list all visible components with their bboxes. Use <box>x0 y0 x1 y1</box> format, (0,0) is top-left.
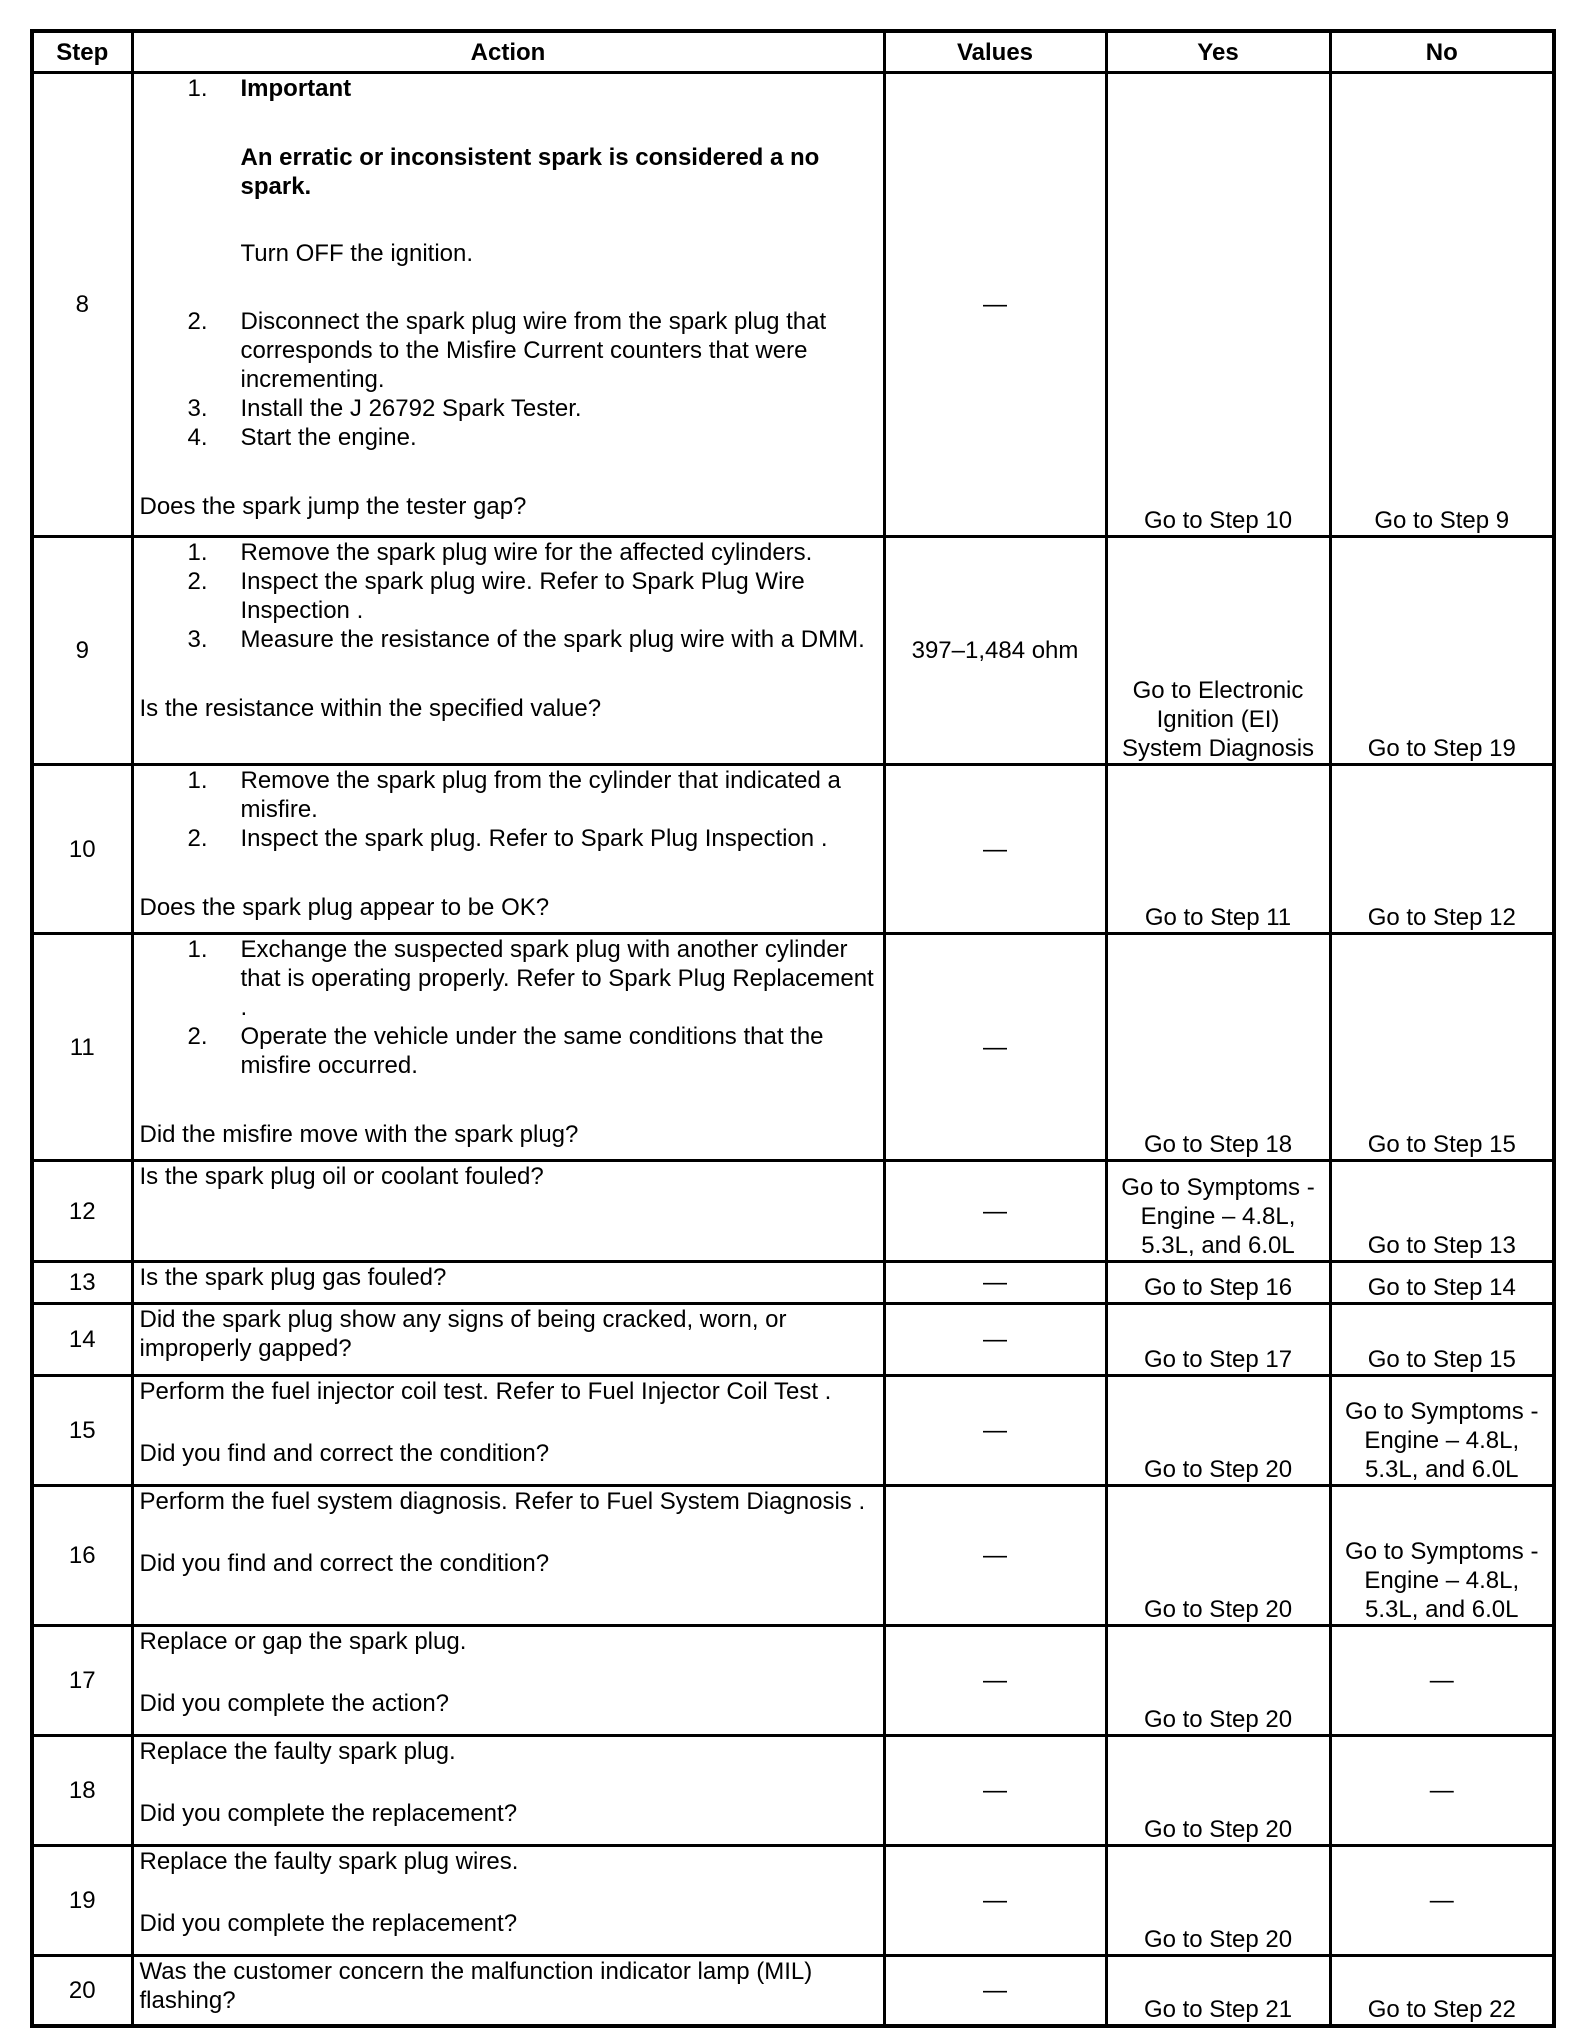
table-row <box>32 1486 1554 1626</box>
step-number: 12 <box>32 1161 132 1262</box>
yes-cell: Go to Step 18 <box>1106 934 1330 1161</box>
action-text: Perform the fuel injector coil test. Refer to Fuel Injector Coil Test . <box>139 1378 832 1405</box>
action-cell <box>132 1486 884 1626</box>
values-cell <box>884 1304 1106 1376</box>
table-row <box>32 934 1554 1161</box>
step-text: Exchange the suspected spark plug with another cylinder that is operating properly. Refer to Spark Plug Replacement . <box>240 936 874 1021</box>
values-text: — <box>983 1197 1007 1225</box>
important-label: Important <box>240 75 352 102</box>
values-text: — <box>983 1777 1007 1804</box>
header-yes: Yes <box>1106 31 1330 73</box>
step-number: 18 <box>32 1736 132 1846</box>
step-text: Start the engine. <box>240 424 417 451</box>
step-index: 1. <box>187 767 208 794</box>
table-row <box>32 1956 1554 2026</box>
yes-cell: Go to Step 20 <box>1106 1736 1330 1846</box>
action-cell: Is the spark plug oil or coolant fouled? <box>132 1161 884 1262</box>
header-no: No <box>1330 31 1554 73</box>
no-cell: Go to Symptoms - Engine – 4.8L, 5.3L, and 6.0L <box>1330 1376 1554 1486</box>
no-cell: Go to Step 15 <box>1330 1304 1554 1376</box>
values-text: — <box>983 1269 1007 1296</box>
action-question: Did you complete the replacement? <box>139 1910 518 1937</box>
yes-cell: Go to Step 17 <box>1106 1304 1330 1376</box>
values-text: — <box>983 835 1007 863</box>
action-steps <box>140 74 877 452</box>
header-action: Action <box>132 31 884 73</box>
no-cell <box>1330 1846 1554 1956</box>
header-row <box>32 31 1554 73</box>
step-index: 4. <box>187 424 208 451</box>
yes-cell: Go to Step 20 <box>1106 1846 1330 1956</box>
values-cell <box>884 1161 1106 1262</box>
values-text: — <box>983 1976 1007 2004</box>
step-number: 15 <box>32 1376 132 1486</box>
values-text: — <box>983 1326 1007 1353</box>
values-text: — <box>983 1417 1007 1444</box>
step-number: 8 <box>32 73 132 537</box>
action-step <box>140 74 877 268</box>
step-index: 1. <box>187 539 208 566</box>
step-index: 1. <box>187 936 208 963</box>
table-row <box>32 1846 1554 1956</box>
action-step <box>140 307 877 394</box>
action-question: Does the spark plug appear to be OK? <box>139 894 550 921</box>
step-number: 19 <box>32 1846 132 1956</box>
values-cell <box>884 1956 1106 2026</box>
step-text: Install the J 26792 Spark Tester. <box>240 395 582 422</box>
step-index: 2. <box>187 568 208 595</box>
step-index: 1. <box>187 75 208 102</box>
action-cell <box>132 1846 884 1956</box>
yes-cell: Go to Step 20 <box>1106 1486 1330 1626</box>
step-text: Remove the spark plug wire for the affected cylinders. <box>240 539 813 566</box>
action-text: Replace or gap the spark plug. <box>139 1628 467 1655</box>
table-row <box>32 1161 1554 1262</box>
no-cell: Go to Step 22 <box>1330 1956 1554 2026</box>
values-cell <box>884 1262 1106 1304</box>
step-text: Disconnect the spark plug wire from the spark plug that corresponds to the Misfire Current counters that were incrementing. <box>240 308 827 393</box>
no-cell <box>1330 1626 1554 1736</box>
step-number: 11 <box>32 934 132 1161</box>
action-step <box>140 935 877 1022</box>
values-cell <box>884 1486 1106 1626</box>
action-cell: Did the spark plug show any signs of being cracked, worn, or improperly gapped? <box>132 1304 884 1376</box>
step-index: 2. <box>187 825 208 852</box>
action-text: Replace the faulty spark plug. <box>139 1738 456 1765</box>
action-text: Perform the fuel system diagnosis. Refer to Fuel System Diagnosis . <box>139 1488 866 1515</box>
step-number: 17 <box>32 1626 132 1736</box>
step-number: 9 <box>32 537 132 765</box>
action-cell <box>132 1736 884 1846</box>
no-text: — <box>1429 1887 1454 1914</box>
values-cell <box>884 73 1106 537</box>
action-step <box>140 567 877 625</box>
no-cell <box>1330 1736 1554 1846</box>
values-text: — <box>983 1542 1007 1569</box>
yes-cell: Go to Step 21 <box>1106 1956 1330 2026</box>
table-row <box>32 1262 1554 1304</box>
action-step <box>140 423 877 452</box>
step-number: 20 <box>32 1956 132 2026</box>
action-cell <box>132 73 884 537</box>
diagnostic-table <box>30 29 1556 2028</box>
table-row <box>32 765 1554 934</box>
action-question: Did you find and correct the condition? <box>139 1440 550 1467</box>
step-text: Turn OFF the ignition. <box>240 240 474 267</box>
values-text: — <box>983 291 1007 318</box>
yes-cell: Go to Electronic Ignition (EI) System Diagnosis <box>1106 537 1330 765</box>
no-cell: Go to Step 12 <box>1330 765 1554 934</box>
action-cell <box>132 765 884 934</box>
action-question: Did you complete the action? <box>139 1690 450 1717</box>
step-number: 10 <box>32 765 132 934</box>
step-index: 2. <box>187 308 208 335</box>
no-text: — <box>1429 1777 1454 1804</box>
values-text: — <box>983 1033 1007 1061</box>
table-row <box>32 1376 1554 1486</box>
yes-cell: Go to Step 10 <box>1106 73 1330 537</box>
header-step: Step <box>32 31 132 73</box>
action-step <box>140 766 877 824</box>
step-text: Measure the resistance of the spark plug wire with a DMM. <box>240 626 865 653</box>
no-cell: Go to Step 14 <box>1330 1262 1554 1304</box>
values-cell <box>884 1626 1106 1736</box>
action-cell: Was the customer concern the malfunction indicator lamp (MIL) flashing? <box>132 1956 884 2026</box>
action-question: Did you complete the replacement? <box>139 1800 518 1827</box>
action-steps <box>140 935 877 1080</box>
step-index: 3. <box>187 626 208 653</box>
values-cell: 397–1,484 ohm <box>884 537 1106 765</box>
yes-cell: Go to Step 16 <box>1106 1262 1330 1304</box>
table-row <box>32 73 1554 537</box>
action-question: Is the resistance within the specified value? <box>139 695 602 722</box>
step-index: 2. <box>187 1023 208 1050</box>
table-row <box>32 1736 1554 1846</box>
action-cell <box>132 1376 884 1486</box>
step-number: 14 <box>32 1304 132 1376</box>
header-values: Values <box>884 31 1106 73</box>
no-cell: Go to Step 15 <box>1330 934 1554 1161</box>
step-text: Operate the vehicle under the same conditions that the misfire occurred. <box>240 1023 824 1079</box>
step-text: Remove the spark plug from the cylinder that indicated a misfire. <box>240 767 841 823</box>
values-cell <box>884 765 1106 934</box>
no-cell: Go to Step 19 <box>1330 537 1554 765</box>
action-step <box>140 394 877 423</box>
action-cell <box>132 934 884 1161</box>
yes-cell: Go to Step 20 <box>1106 1626 1330 1736</box>
action-cell <box>132 537 884 765</box>
action-text: Replace the faulty spark plug wires. <box>139 1848 519 1875</box>
table-row <box>32 1304 1554 1376</box>
action-step <box>140 625 877 654</box>
step-text: Inspect the spark plug. Refer to Spark Plug Inspection . <box>240 825 828 852</box>
action-step <box>140 1022 877 1080</box>
yes-cell: Go to Symptoms - Engine – 4.8L, 5.3L, and 6.0L <box>1106 1161 1330 1262</box>
values-cell <box>884 1736 1106 1846</box>
action-steps <box>140 538 877 654</box>
no-cell: Go to Step 13 <box>1330 1161 1554 1262</box>
values-cell <box>884 1846 1106 1956</box>
no-text: — <box>1429 1667 1454 1694</box>
action-question: Does the spark jump the tester gap? <box>139 493 527 520</box>
action-question: Did you find and correct the condition? <box>139 1550 550 1577</box>
action-cell: Is the spark plug gas fouled? <box>132 1262 884 1304</box>
action-steps <box>140 766 877 853</box>
step-index: 3. <box>187 395 208 422</box>
action-step <box>140 538 877 567</box>
values-cell <box>884 1376 1106 1486</box>
action-step <box>140 824 877 853</box>
step-text: Inspect the spark plug wire. Refer to Spark Plug Wire Inspection . <box>240 568 805 624</box>
action-cell <box>132 1626 884 1736</box>
values-text: — <box>983 1667 1007 1694</box>
yes-cell: Go to Step 20 <box>1106 1376 1330 1486</box>
values-text: — <box>983 1887 1007 1914</box>
important-note: An erratic or inconsistent spark is considered a no spark. <box>240 144 820 200</box>
table-row <box>32 1626 1554 1736</box>
no-cell: Go to Step 9 <box>1330 73 1554 537</box>
yes-cell: Go to Step 11 <box>1106 765 1330 934</box>
step-number: 16 <box>32 1486 132 1626</box>
values-cell <box>884 934 1106 1161</box>
step-number: 13 <box>32 1262 132 1304</box>
table-row <box>32 537 1554 765</box>
action-question: Did the misfire move with the spark plug? <box>139 1121 579 1148</box>
no-cell: Go to Symptoms - Engine – 4.8L, 5.3L, and 6.0L <box>1330 1486 1554 1626</box>
